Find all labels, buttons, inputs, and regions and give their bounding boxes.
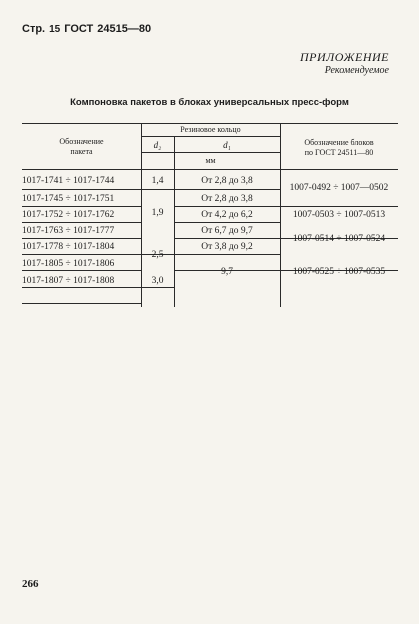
row-rule (22, 238, 141, 239)
table-cell-blocks: 1007-0525 ÷ 1007-0535 (292, 267, 386, 277)
standard-code: 24515—80 (97, 23, 152, 35)
header-page-number: 15 (49, 24, 61, 35)
row-rule (174, 238, 280, 239)
table-cell-designation: 1017-1763 ÷ 1017-1777 (22, 226, 115, 236)
table-cell-d1: От 6,7 до 9,7 (201, 226, 253, 236)
appendix-title: ПРИЛОЖЕНИЕ (300, 50, 389, 64)
table-cell-d1: От 3,8 до 9,2 (201, 242, 253, 252)
header-unit: мм (205, 156, 216, 165)
header-blocks: Обозначение блоков по ГОСТ 24511—80 (304, 138, 374, 157)
row-rule (22, 206, 141, 207)
row-rule (22, 270, 141, 271)
table-title: Компоновка пакетов в блоках универсальных пресс-форм (70, 97, 349, 108)
row-rule (174, 222, 280, 223)
table-cell-designation: 1017-1778 ÷ 1017-1804 (22, 242, 115, 252)
header-d2: d₂ (153, 140, 162, 150)
row-rule (22, 222, 141, 223)
header-bottom-rule (22, 169, 398, 170)
header-designation: Обозначение пакета (59, 137, 104, 156)
table-cell-d1: От 2,8 до 3,8 (201, 176, 253, 186)
table-cell-d2: 3,0 (151, 276, 164, 286)
table-cell-designation: 1017-1745 ÷ 1017-1751 (22, 194, 115, 204)
header-rule-d (141, 152, 280, 153)
table-cell-designation: 1017-1741 ÷ 1017-1744 (22, 176, 115, 186)
table-cell-blocks: 1007-0514 ÷ 1007-0524 (292, 234, 386, 244)
appendix-subtitle: Рекомендуемое (324, 65, 389, 76)
row-rule (280, 206, 398, 207)
table-cell-designation: 1017-1805 ÷ 1017-1806 (22, 259, 115, 269)
table-top-rule (22, 123, 398, 124)
table-cell-d1: 9,7 (221, 267, 233, 277)
running-header (22, 23, 155, 35)
header-rubber-ring: Резиновое кольцо (180, 125, 241, 134)
page-label: Стр. (22, 23, 46, 35)
table-cell-d1: От 4,2 до 6,2 (201, 210, 253, 220)
header-d1: d₁ (223, 140, 231, 150)
table-cell-d2: 1,4 (151, 176, 164, 186)
table-cell-d2: 2,5 (151, 250, 164, 260)
row-rule (174, 206, 280, 207)
table-cell-designation: 1017-1807 ÷ 1017-1808 (22, 276, 115, 286)
standard-label: ГОСТ (64, 23, 94, 35)
row-rule (22, 287, 174, 288)
row-rule (22, 303, 141, 304)
table-cell-d1: От 2,8 до 3,8 (201, 194, 253, 204)
row-rule (22, 189, 280, 190)
table-cell-d2: 1,9 (151, 208, 164, 218)
table-cell-blocks: 1007-0503 ÷ 1007-0513 (292, 210, 386, 220)
table-cell-designation: 1017-1752 ÷ 1017-1762 (22, 210, 115, 220)
page-number: 266 (22, 578, 39, 590)
header-rule-rubber (141, 136, 280, 137)
appendix-marker (300, 50, 389, 78)
table-cell-blocks: 1007-0492 ÷ 1007—0502 (289, 183, 389, 193)
